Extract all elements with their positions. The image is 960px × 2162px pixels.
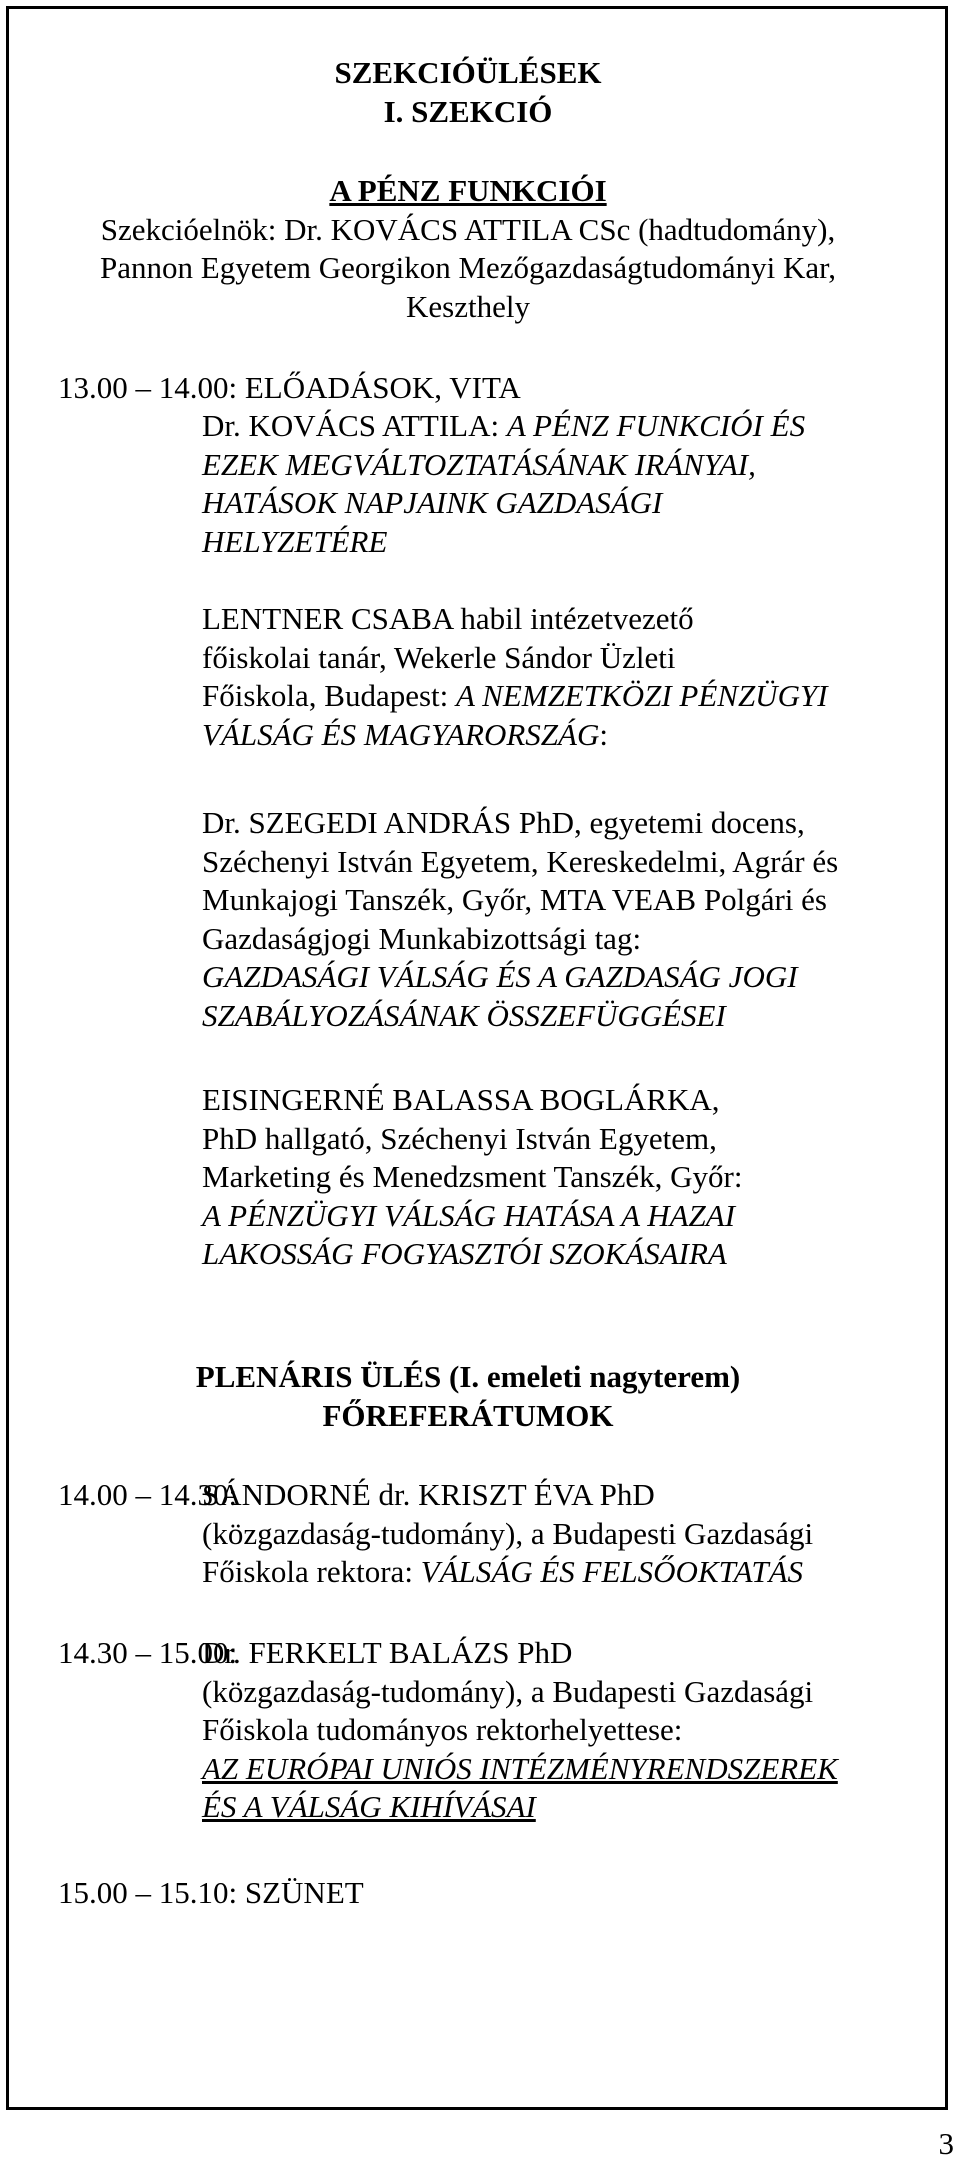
talk-4: EISINGERNÉ BALASSA BOGLÁRKA, PhD hallgató, Széchenyi István Egyetem, Marketing és Menedzsment Tanszék, Győr: A PÉNZÜGYI VÁLSÁG HATÁSA A HAZAI LAKOSSÁG FOGYASZTÓI SZOKÁSAIRA: [202, 1082, 743, 1271]
plenary-item-1: SÁNDORNÉ dr. KRISZT ÉVA PhD (közgazdaság-tudomány), a Budapesti Gazdasági Főiskola rektora: VÁLSÁG ÉS FELSŐOKTATÁS: [202, 1477, 814, 1589]
plenary-title: VÁLSÁG ÉS FELSŐOKTATÁS: [420, 1554, 804, 1589]
plenary-item-2-time: 14.30 – 15.00:: [58, 1635, 238, 1670]
plenary-heading: PLENÁRIS ÜLÉS (I. emeleti nagyterem) FŐREFERÁTUMOK: [30, 1358, 906, 1435]
section-subheading: I. SZEKCIÓ: [383, 93, 553, 129]
plenary-item-1-time: 14.00 – 14.30:: [58, 1477, 238, 1512]
session-time: 13.00 – 14.00: ELŐADÁSOK, VITA: [58, 370, 521, 405]
talk-2: LENTNER CSABA habil intézetvezető főiskolai tanár, Wekerle Sándor Üzleti Főiskola, Budapest: A NEMZETKÖZI PÉNZÜGYI VÁLSÁG ÉS MAGYARORSZÁG:: [202, 601, 828, 752]
break-item: 15.00 – 15.10: SZÜNET: [58, 1875, 364, 1910]
section-chair-block: A PÉNZ FUNKCIÓI Szekcióelnök: Dr. KOVÁCS ATTILA CSc (hadtudomány), Pannon Egyetem Georgikon Mezőgazdaságtudományi Kar, Keszthely: [30, 172, 906, 326]
talk-title: A PÉNZ FUNKCIÓI ÉS: [506, 408, 806, 443]
talk-speaker: Dr. KOVÁCS ATTILA:: [202, 408, 507, 443]
plenary-title: AZ EURÓPAI UNIÓS INTÉZMÉNYRENDSZEREK: [202, 1750, 838, 1786]
talk-title: A NEMZETKÖZI PÉNZÜGYI: [456, 678, 828, 713]
talk-1: Dr. KOVÁCS ATTILA: A PÉNZ FUNKCIÓI ÉS EZEK MEGVÁLTOZTATÁSÁNAK IRÁNYAI, HATÁSOK NAPJAINK GAZDASÁGI HELYZETÉRE: [202, 408, 806, 559]
talk-title: A PÉNZÜGYI VÁLSÁG HATÁSA A HAZAI: [202, 1197, 736, 1233]
page-number: 3: [938, 2126, 954, 2161]
section-title: A PÉNZ FUNKCIÓI: [329, 173, 607, 208]
talk-title: GAZDASÁGI VÁLSÁG ÉS A GAZDASÁG JOGI: [202, 959, 798, 994]
plenary-item-2: Dr. FERKELT BALÁZS PhD (közgazdaság-tudomány), a Budapesti Gazdasági Főiskola tudományos rektorhelyettese: AZ EURÓPAI UNIÓS INTÉZMÉNYRENDSZEREK ÉS A VÁLSÁG KIHÍVÁSAI: [202, 1635, 838, 1824]
section-heading: SZEKCIÓÜLÉSEK I. SZEKCIÓ: [30, 54, 906, 131]
talk-3: Dr. SZEGEDI ANDRÁS PhD, egyetemi docens, Széchenyi István Egyetem, Kereskedelmi, Agrár és Munkajogi Tanszék, Győr, MTA VEAB Polgári és Gazdaságjogi Munkabizottsági tag: GAZDASÁGI VÁLSÁG ÉS A GAZDASÁG JOGI SZABÁLYOZÁSÁNAK ÖSSZEFÜGGÉSEI: [202, 805, 839, 1033]
plenary-subheading: FŐREFERÁTUMOK: [322, 1397, 614, 1433]
